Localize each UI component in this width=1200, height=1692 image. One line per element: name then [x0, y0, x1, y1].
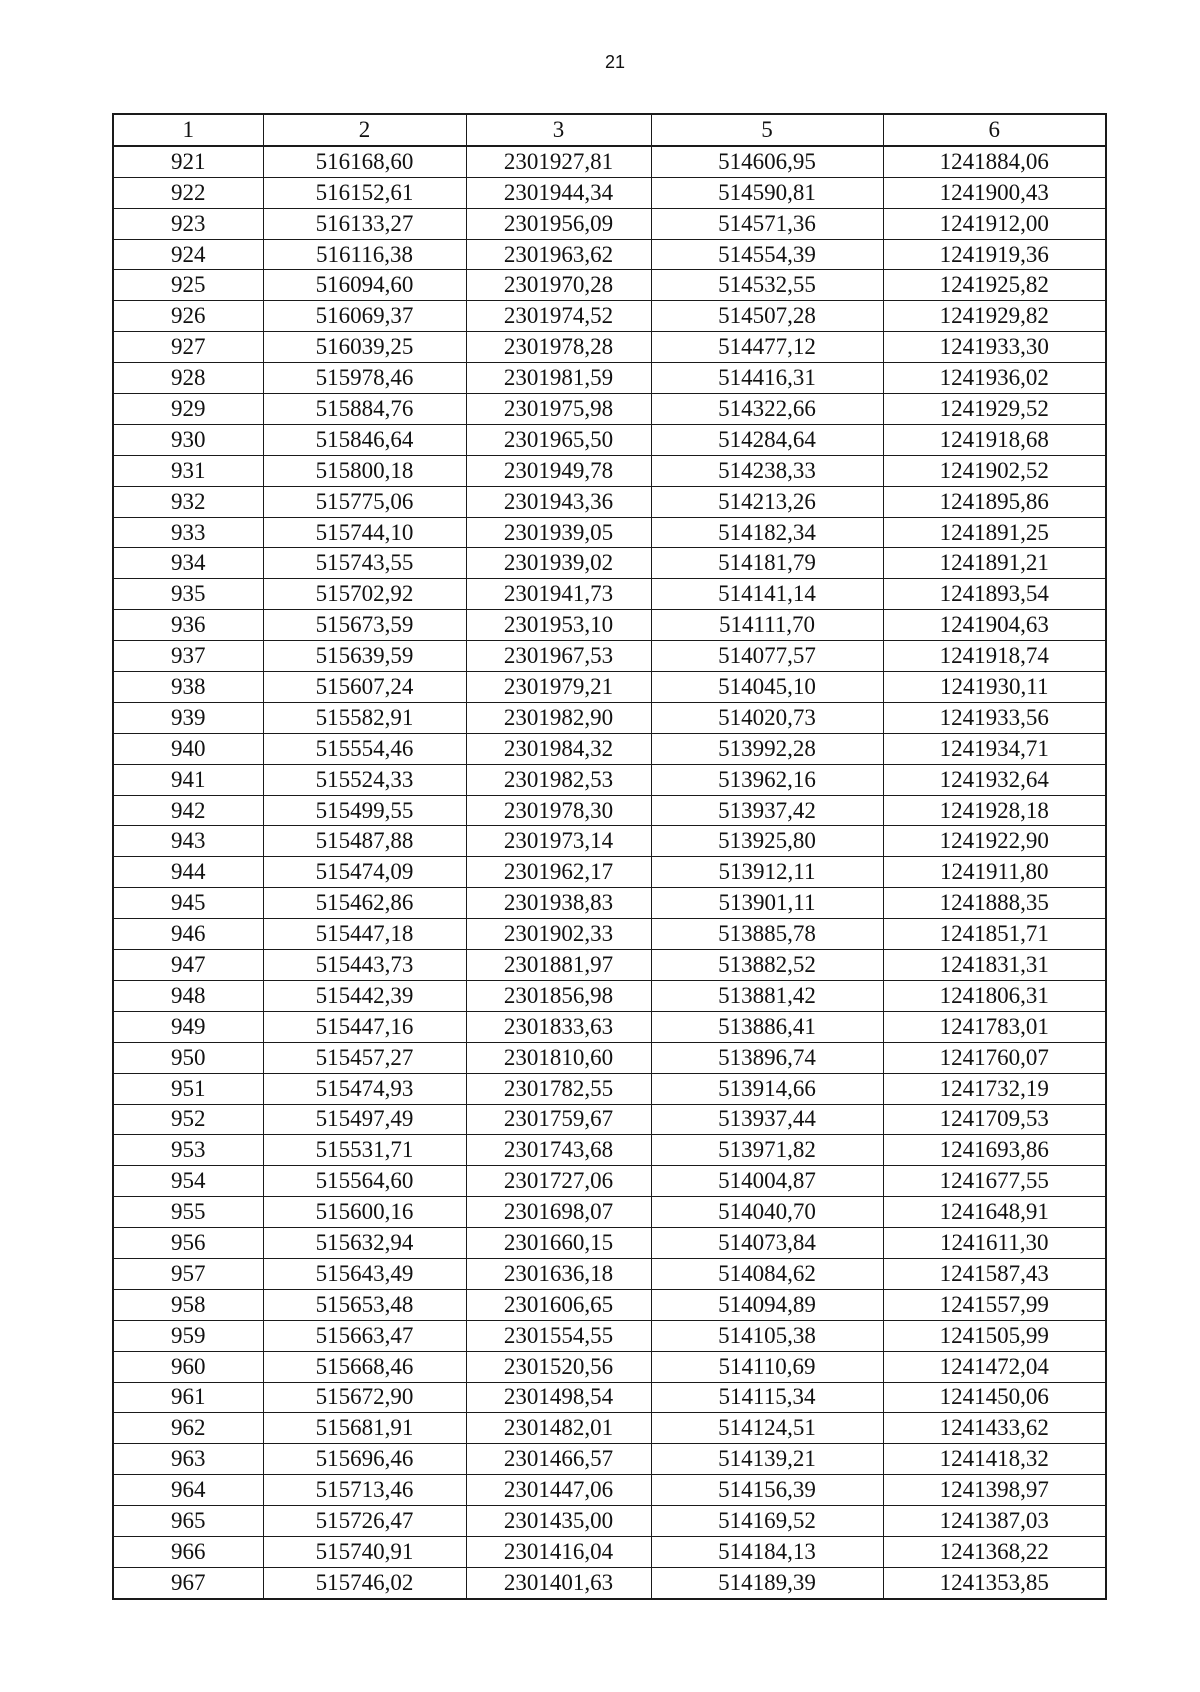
- table-cell: 925: [113, 270, 263, 301]
- table-cell: 962: [113, 1413, 263, 1444]
- table-cell: 1241888,35: [883, 888, 1106, 919]
- table-cell: 2301982,90: [466, 702, 651, 733]
- table-row: [113, 1444, 1106, 1475]
- table-cell: 955: [113, 1197, 263, 1228]
- table-cell: 513912,11: [651, 857, 883, 888]
- table-cell: 513992,28: [651, 733, 883, 764]
- table-cell: 2301963,62: [466, 239, 651, 270]
- table-cell: 515524,33: [263, 764, 466, 795]
- table-cell: 514554,39: [651, 239, 883, 270]
- table-cell: 514416,31: [651, 363, 883, 394]
- table-cell: 967: [113, 1567, 263, 1598]
- table-cell: 2301970,28: [466, 270, 651, 301]
- table-cell: 924: [113, 239, 263, 270]
- table-cell: 921: [113, 146, 263, 177]
- table-cell: 949: [113, 1011, 263, 1042]
- table-header-row: [113, 114, 1106, 146]
- table-cell: 2301727,06: [466, 1166, 651, 1197]
- table-cell: 1241851,71: [883, 919, 1106, 950]
- table-cell: 2301981,59: [466, 363, 651, 394]
- table-row: [113, 363, 1106, 394]
- table-row: [113, 208, 1106, 239]
- table-cell: 2301979,21: [466, 672, 651, 703]
- table-cell: 1241922,90: [883, 826, 1106, 857]
- table-row: [113, 672, 1106, 703]
- table-row: [113, 1228, 1106, 1259]
- table-row: [113, 1351, 1106, 1382]
- table-cell: 2301939,02: [466, 548, 651, 579]
- table-cell: 1241693,86: [883, 1135, 1106, 1166]
- table-cell: 2301482,01: [466, 1413, 651, 1444]
- table-cell: 515443,73: [263, 950, 466, 981]
- table-cell: 1241918,74: [883, 641, 1106, 672]
- page-number: 21: [604, 52, 626, 72]
- table-cell: 945: [113, 888, 263, 919]
- table-cell: 959: [113, 1320, 263, 1351]
- table-cell: 2301833,63: [466, 1011, 651, 1042]
- table-cell: 2301902,33: [466, 919, 651, 950]
- table-cell: 1241919,36: [883, 239, 1106, 270]
- table-cell: 515740,91: [263, 1536, 466, 1567]
- table-cell: 1241934,71: [883, 733, 1106, 764]
- table-cell: 1241918,68: [883, 424, 1106, 455]
- table-cell: 1241587,43: [883, 1258, 1106, 1289]
- table-cell: 515775,06: [263, 486, 466, 517]
- table-cell: 1241902,52: [883, 455, 1106, 486]
- table-cell: 515632,94: [263, 1228, 466, 1259]
- table-cell: 513896,74: [651, 1042, 883, 1073]
- table-cell: 956: [113, 1228, 263, 1259]
- table-cell: 2301982,53: [466, 764, 651, 795]
- table-cell: 1241930,11: [883, 672, 1106, 703]
- table-row: [113, 1104, 1106, 1135]
- table-row: [113, 795, 1106, 826]
- table-cell: 515554,46: [263, 733, 466, 764]
- table-cell: 514477,12: [651, 332, 883, 363]
- table-cell: 1241472,04: [883, 1351, 1106, 1382]
- table-cell: 1241505,99: [883, 1320, 1106, 1351]
- table-cell: 2301939,05: [466, 517, 651, 548]
- table-cell: 513886,41: [651, 1011, 883, 1042]
- table-row: [113, 1258, 1106, 1289]
- table-cell: 515668,46: [263, 1351, 466, 1382]
- table-cell: 515474,93: [263, 1073, 466, 1104]
- table-cell: 2301941,73: [466, 579, 651, 610]
- table-cell: 943: [113, 826, 263, 857]
- table-row: [113, 1197, 1106, 1228]
- table-cell: 2301606,65: [466, 1289, 651, 1320]
- column-header: 5: [651, 114, 883, 146]
- column-header: 3: [466, 114, 651, 146]
- table-cell: 515457,27: [263, 1042, 466, 1073]
- table-cell: 934: [113, 548, 263, 579]
- table-body: [113, 146, 1106, 1599]
- table-cell: 1241911,80: [883, 857, 1106, 888]
- table-row: [113, 1011, 1106, 1042]
- table-cell: 515663,47: [263, 1320, 466, 1351]
- table-cell: 965: [113, 1506, 263, 1537]
- table-cell: 514181,79: [651, 548, 883, 579]
- table-row: [113, 888, 1106, 919]
- table-cell: 1241904,63: [883, 610, 1106, 641]
- table-cell: 940: [113, 733, 263, 764]
- table-cell: 1241398,97: [883, 1475, 1106, 1506]
- table-row: [113, 1475, 1106, 1506]
- table-cell: 515746,02: [263, 1567, 466, 1598]
- table-cell: 513881,42: [651, 980, 883, 1011]
- table-cell: 515447,16: [263, 1011, 466, 1042]
- table-cell: 515582,91: [263, 702, 466, 733]
- table-cell: 951: [113, 1073, 263, 1104]
- table-cell: 514077,57: [651, 641, 883, 672]
- table-cell: 516094,60: [263, 270, 466, 301]
- table-row: [113, 1320, 1106, 1351]
- table-cell: 1241433,62: [883, 1413, 1106, 1444]
- table-cell: 932: [113, 486, 263, 517]
- table-cell: 513882,52: [651, 950, 883, 981]
- column-header: 6: [883, 114, 1106, 146]
- table-cell: 514020,73: [651, 702, 883, 733]
- table-cell: 515447,18: [263, 919, 466, 950]
- table-row: [113, 455, 1106, 486]
- table-cell: 964: [113, 1475, 263, 1506]
- column-header: 1: [113, 114, 263, 146]
- table-cell: 2301953,10: [466, 610, 651, 641]
- table-cell: 1241732,19: [883, 1073, 1106, 1104]
- table-cell: 1241933,56: [883, 702, 1106, 733]
- table-cell: 2301636,18: [466, 1258, 651, 1289]
- table-cell: 515487,88: [263, 826, 466, 857]
- table-cell: 2301416,04: [466, 1536, 651, 1567]
- table-cell: 516133,27: [263, 208, 466, 239]
- table-row: [113, 1567, 1106, 1598]
- table-row: [113, 1289, 1106, 1320]
- table-cell: 2301698,07: [466, 1197, 651, 1228]
- table-cell: 516168,60: [263, 146, 466, 177]
- coordinates-table: [112, 113, 1107, 1600]
- table-cell: 930: [113, 424, 263, 455]
- table-cell: 937: [113, 641, 263, 672]
- table-row: [113, 579, 1106, 610]
- table-cell: 938: [113, 672, 263, 703]
- table-cell: 515713,46: [263, 1475, 466, 1506]
- table-cell: 1241900,43: [883, 177, 1106, 208]
- table-row: [113, 486, 1106, 517]
- table-cell: 1241783,01: [883, 1011, 1106, 1042]
- table-cell: 2301660,15: [466, 1228, 651, 1259]
- table-row: [113, 146, 1106, 177]
- table-cell: 513901,11: [651, 888, 883, 919]
- table-cell: 947: [113, 950, 263, 981]
- table-cell: 515564,60: [263, 1166, 466, 1197]
- table-row: [113, 1135, 1106, 1166]
- table-cell: 514115,34: [651, 1382, 883, 1413]
- column-header: 2: [263, 114, 466, 146]
- table-cell: 1241709,53: [883, 1104, 1106, 1135]
- table-cell: 1241929,82: [883, 301, 1106, 332]
- table-cell: 1241891,21: [883, 548, 1106, 579]
- table-row: [113, 826, 1106, 857]
- table-cell: 1241677,55: [883, 1166, 1106, 1197]
- table-row: [113, 1382, 1106, 1413]
- table-cell: 1241929,52: [883, 394, 1106, 425]
- table-cell: 2301466,57: [466, 1444, 651, 1475]
- table-row: [113, 270, 1106, 301]
- table-cell: 966: [113, 1536, 263, 1567]
- table-cell: 514507,28: [651, 301, 883, 332]
- table-cell: 1241368,22: [883, 1536, 1106, 1567]
- table-cell: 514182,34: [651, 517, 883, 548]
- table-cell: 1241932,64: [883, 764, 1106, 795]
- table-row: [113, 517, 1106, 548]
- table-row: [113, 424, 1106, 455]
- table-cell: 961: [113, 1382, 263, 1413]
- table-cell: 946: [113, 919, 263, 950]
- table-cell: 515474,09: [263, 857, 466, 888]
- table-cell: 515600,16: [263, 1197, 466, 1228]
- table-cell: 942: [113, 795, 263, 826]
- table-row: [113, 1506, 1106, 1537]
- table-cell: 515846,64: [263, 424, 466, 455]
- table-cell: 514590,81: [651, 177, 883, 208]
- table-cell: 963: [113, 1444, 263, 1475]
- table-cell: 2301881,97: [466, 950, 651, 981]
- table-cell: 516152,61: [263, 177, 466, 208]
- table-cell: 2301978,28: [466, 332, 651, 363]
- table-row: [113, 332, 1106, 363]
- table-cell: 2301856,98: [466, 980, 651, 1011]
- table-cell: 1241893,54: [883, 579, 1106, 610]
- table-cell: 516069,37: [263, 301, 466, 332]
- table-cell: 514184,13: [651, 1536, 883, 1567]
- table-cell: 514571,36: [651, 208, 883, 239]
- table-cell: 931: [113, 455, 263, 486]
- table-cell: 960: [113, 1351, 263, 1382]
- table-cell: 515744,10: [263, 517, 466, 548]
- table-row: [113, 1536, 1106, 1567]
- table-cell: 2301943,36: [466, 486, 651, 517]
- table-cell: 515607,24: [263, 672, 466, 703]
- table-row: [113, 1042, 1106, 1073]
- table-cell: 954: [113, 1166, 263, 1197]
- table-cell: 928: [113, 363, 263, 394]
- table-cell: 1241760,07: [883, 1042, 1106, 1073]
- table-cell: 2301962,17: [466, 857, 651, 888]
- table-cell: 2301978,30: [466, 795, 651, 826]
- table-cell: 936: [113, 610, 263, 641]
- table-row: [113, 177, 1106, 208]
- table-row: [113, 702, 1106, 733]
- table-cell: 1241648,91: [883, 1197, 1106, 1228]
- table-cell: 515702,92: [263, 579, 466, 610]
- table-cell: 2301938,83: [466, 888, 651, 919]
- table-cell: 515643,49: [263, 1258, 466, 1289]
- table-cell: 1241884,06: [883, 146, 1106, 177]
- table-cell: 923: [113, 208, 263, 239]
- table-row: [113, 641, 1106, 672]
- table-cell: 1241928,18: [883, 795, 1106, 826]
- table-cell: 514284,64: [651, 424, 883, 455]
- table-row: [113, 239, 1106, 270]
- table-cell: 513971,82: [651, 1135, 883, 1166]
- table-cell: 513925,80: [651, 826, 883, 857]
- table-cell: 2301965,50: [466, 424, 651, 455]
- table-cell: 2301973,14: [466, 826, 651, 857]
- table-row: [113, 610, 1106, 641]
- table-cell: 513885,78: [651, 919, 883, 950]
- table-cell: 514084,62: [651, 1258, 883, 1289]
- table-cell: 514073,84: [651, 1228, 883, 1259]
- table-cell: 1241450,06: [883, 1382, 1106, 1413]
- table-cell: 514124,51: [651, 1413, 883, 1444]
- table-cell: 952: [113, 1104, 263, 1135]
- table-cell: 515978,46: [263, 363, 466, 394]
- table-cell: 1241925,82: [883, 270, 1106, 301]
- table-cell: 514094,89: [651, 1289, 883, 1320]
- table-cell: 514141,14: [651, 579, 883, 610]
- table-cell: 953: [113, 1135, 263, 1166]
- table-cell: 2301810,60: [466, 1042, 651, 1073]
- table-cell: 2301944,34: [466, 177, 651, 208]
- table-cell: 514189,39: [651, 1567, 883, 1598]
- table-cell: 926: [113, 301, 263, 332]
- table-cell: 1241831,31: [883, 950, 1106, 981]
- table-cell: 2301974,52: [466, 301, 651, 332]
- table-cell: 514139,21: [651, 1444, 883, 1475]
- table-cell: 2301975,98: [466, 394, 651, 425]
- table-cell: 2301447,06: [466, 1475, 651, 1506]
- table-cell: 515800,18: [263, 455, 466, 486]
- table-row: [113, 950, 1106, 981]
- table-cell: 514606,95: [651, 146, 883, 177]
- table-cell: 2301520,56: [466, 1351, 651, 1382]
- table-row: [113, 301, 1106, 332]
- table-cell: 515497,49: [263, 1104, 466, 1135]
- table-cell: 515726,47: [263, 1506, 466, 1537]
- table-row: [113, 394, 1106, 425]
- table-cell: 515653,48: [263, 1289, 466, 1320]
- table-cell: 2301435,00: [466, 1506, 651, 1537]
- table-cell: 1241933,30: [883, 332, 1106, 363]
- table-cell: 513937,42: [651, 795, 883, 826]
- table-cell: 515673,59: [263, 610, 466, 641]
- table-cell: 1241387,03: [883, 1506, 1106, 1537]
- table-cell: 948: [113, 980, 263, 1011]
- table-cell: 514004,87: [651, 1166, 883, 1197]
- table-cell: 514045,10: [651, 672, 883, 703]
- table-cell: 2301743,68: [466, 1135, 651, 1166]
- table-cell: 514111,70: [651, 610, 883, 641]
- table-cell: 514322,66: [651, 394, 883, 425]
- table-row: [113, 919, 1106, 950]
- table-cell: 958: [113, 1289, 263, 1320]
- table-cell: 2301956,09: [466, 208, 651, 239]
- table-cell: 515681,91: [263, 1413, 466, 1444]
- table-row: [113, 1166, 1106, 1197]
- table-row: [113, 857, 1106, 888]
- table-cell: 513937,44: [651, 1104, 883, 1135]
- table-cell: 1241891,25: [883, 517, 1106, 548]
- table-row: [113, 1073, 1106, 1104]
- table-cell: 514213,26: [651, 486, 883, 517]
- table-row: [113, 733, 1106, 764]
- table-cell: 2301759,67: [466, 1104, 651, 1135]
- table-row: [113, 1413, 1106, 1444]
- table-cell: 514532,55: [651, 270, 883, 301]
- table-cell: 515696,46: [263, 1444, 466, 1475]
- table-cell: 927: [113, 332, 263, 363]
- table-cell: 2301967,53: [466, 641, 651, 672]
- table-cell: 515462,86: [263, 888, 466, 919]
- table-cell: 1241611,30: [883, 1228, 1106, 1259]
- table-cell: 1241418,32: [883, 1444, 1106, 1475]
- table-cell: 513962,16: [651, 764, 883, 795]
- table-cell: 2301554,55: [466, 1320, 651, 1351]
- table-cell: 516039,25: [263, 332, 466, 363]
- table-cell: 514110,69: [651, 1351, 883, 1382]
- table-cell: 514156,39: [651, 1475, 883, 1506]
- table-cell: 1241806,31: [883, 980, 1106, 1011]
- table-cell: 2301498,54: [466, 1382, 651, 1413]
- table-cell: 515884,76: [263, 394, 466, 425]
- table-cell: 935: [113, 579, 263, 610]
- table-cell: 1241912,00: [883, 208, 1106, 239]
- table-cell: 2301927,81: [466, 146, 651, 177]
- table-cell: 2301984,32: [466, 733, 651, 764]
- table-cell: 515639,59: [263, 641, 466, 672]
- table-cell: 950: [113, 1042, 263, 1073]
- table-cell: 515672,90: [263, 1382, 466, 1413]
- table-cell: 957: [113, 1258, 263, 1289]
- table-cell: 941: [113, 764, 263, 795]
- table-row: [113, 548, 1106, 579]
- table-cell: 514238,33: [651, 455, 883, 486]
- table-cell: 2301949,78: [466, 455, 651, 486]
- table-cell: 2301401,63: [466, 1567, 651, 1598]
- table-cell: 515531,71: [263, 1135, 466, 1166]
- table-cell: 1241557,99: [883, 1289, 1106, 1320]
- table-cell: 944: [113, 857, 263, 888]
- table-cell: 514040,70: [651, 1197, 883, 1228]
- table-cell: 1241895,86: [883, 486, 1106, 517]
- table-row: [113, 764, 1106, 795]
- table-row: [113, 980, 1106, 1011]
- table-cell: 929: [113, 394, 263, 425]
- table-cell: 514169,52: [651, 1506, 883, 1537]
- table-cell: 1241353,85: [883, 1567, 1106, 1598]
- table-cell: 516116,38: [263, 239, 466, 270]
- table-cell: 2301782,55: [466, 1073, 651, 1104]
- table-cell: 922: [113, 177, 263, 208]
- table-cell: 933: [113, 517, 263, 548]
- table-cell: 515442,39: [263, 980, 466, 1011]
- table-cell: 515743,55: [263, 548, 466, 579]
- table-cell: 1241936,02: [883, 363, 1106, 394]
- table-cell: 939: [113, 702, 263, 733]
- table-cell: 515499,55: [263, 795, 466, 826]
- table-cell: 514105,38: [651, 1320, 883, 1351]
- table-cell: 513914,66: [651, 1073, 883, 1104]
